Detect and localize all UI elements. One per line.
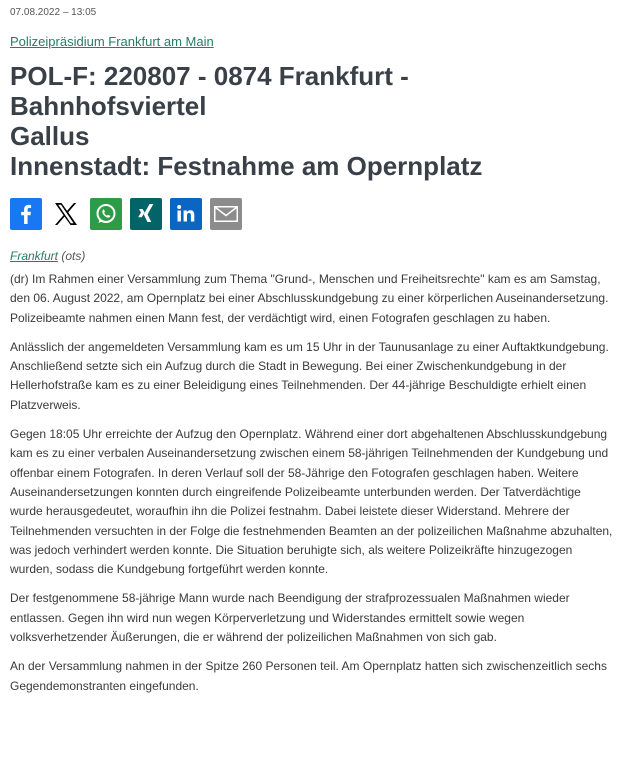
agency-tag: (ots) — [61, 249, 86, 263]
title-line-4: Innenstadt: Festnahme am Opernplatz — [10, 151, 483, 181]
title-line-1: POL-F: 220807 - 0874 Frankfurt - — [10, 61, 409, 91]
paragraph-3: Gegen 18:05 Uhr erreichte der Aufzug den Opernplatz. Während einer dort abgehaltenen Abschlusskundgebung kam es zu einer verbalen Auseinandersetzung zwischen einem 58-jährigen Teilnehmenden der Kundgebung und offenbar einem Fotografen. In deren Verlauf soll der 58-Jährige den Fotografen geschlagen haben. Weitere Auseinandersetzungen konnten durch eingreifende Polizeibeamte unterbunden werden. Der Tatverdächtige wurde herausgedeutet, woraufhin ihn die Polizei festnahm. Dabei leistete dieser Widerstand. Mehrere der Teilnehmenden versuchten in der Folge die festnehmenden Beamten an der polizeilichen Maßnahme abzuhalten, was jedoch verhindert werden konnte. Die Situation beruhigte sich, als weitere Polizeikräfte hinzugezogen wurden, sodass die Kundgebung fortgeführt werden konnte. — [10, 427, 613, 577]
whatsapp-icon — [90, 198, 122, 230]
paragraph-5: An der Versammlung nahmen in der Spitze 260 Personen teil. Am Opernplatz hatten sich zwischenzeitlich sechs Gegendemonstranten eingefunden. — [10, 659, 607, 693]
publish-date: 07.08.2022 – 13:05 — [10, 7, 97, 18]
x-icon — [50, 198, 82, 230]
location-link[interactable]: Frankfurt — [10, 249, 59, 263]
source-link[interactable]: Polizeipräsidium Frankfurt am Main — [10, 34, 214, 49]
share-email-button[interactable] — [210, 198, 242, 230]
linkedin-icon — [170, 198, 202, 230]
share-whatsapp-button[interactable] — [90, 198, 122, 230]
title-line-2: Bahnhofsviertel — [10, 91, 207, 121]
share-x-button[interactable] — [50, 198, 82, 230]
email-icon — [210, 198, 242, 230]
paragraph-4: Der festgenommene 58-jährige Mann wurde nach Beendigung der strafprozessualen Maßnahmen wieder entlassen. Gegen ihn wird nun wegen Körperverletzung und Widerstandes ermittelt sowie wegen volksverhetzender Äußerungen, die er während der polizeilichen Maßnahmen von sich gab. — [10, 591, 570, 645]
paragraph-1: (dr) Im Rahmen einer Versammlung zum Thema "Grund-, Menschen und Freiheitsrechte" kam es am Samstag, den 06. August 2022, am Opernplatz bei einer Abschlusskundgebung zu einer körperlichen Auseinandersetzung. Polizeibeamte nahmen einen Mann fest, der verdächtigt wird, einen Fotografen geschlagen zu haben. — [10, 272, 609, 325]
share-linkedin-button[interactable] — [170, 198, 202, 230]
xing-icon — [130, 198, 162, 230]
facebook-icon — [10, 198, 42, 230]
page-title — [10, 61, 613, 181]
share-xing-button[interactable] — [130, 198, 162, 230]
share-facebook-button[interactable] — [10, 198, 42, 230]
share-bar — [10, 198, 613, 230]
byline — [10, 248, 613, 264]
title-line-3: Gallus — [10, 121, 90, 151]
paragraph-2: Anlässlich der angemeldeten Versammlung kam es um 15 Uhr in der Taunusanlage zu einer Auftaktkundgebung. Anschließend setzte sich ein Aufzug durch die Stadt in Bewegung. Bei einer Zwischenkundgebung in der Hellerhofstraße kam es zu einer Beleidigung eines Teilnehmenden. Der 44-jährige Beschuldigte erhielt einen Platzverweis. — [10, 339, 609, 412]
